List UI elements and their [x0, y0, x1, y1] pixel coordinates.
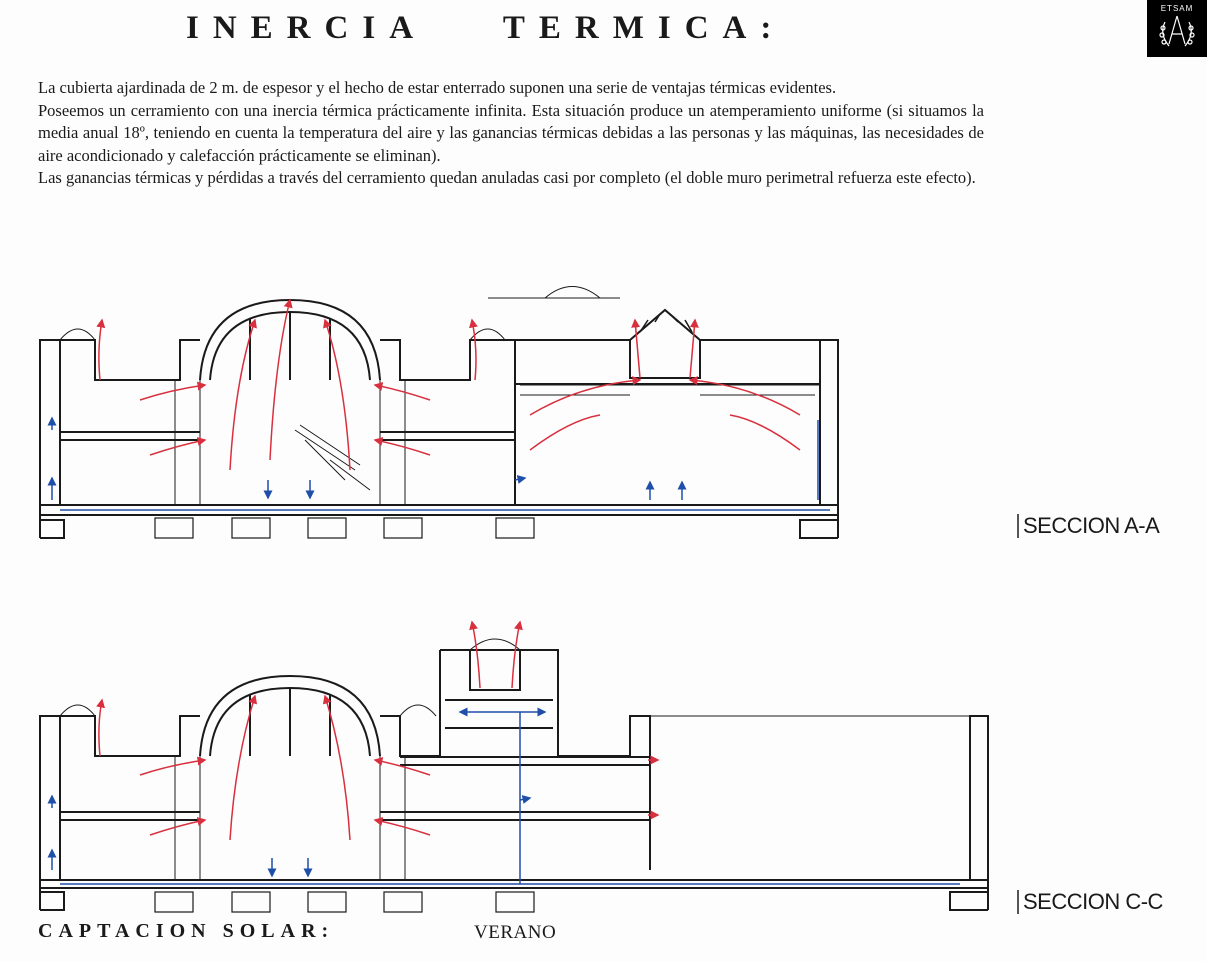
section-aa-footings	[155, 518, 534, 538]
section-aa-structure	[40, 287, 838, 539]
section-cc-warm-air	[99, 622, 658, 840]
intro-paragraph-1: La cubierta ajardinada de 2 m. de espesor y el hecho de estar enterrado suponen una serie de ventajas térmicas evidentes.	[38, 78, 837, 97]
season-label: VERANO	[474, 922, 557, 943]
section-cc-cool-air	[52, 712, 960, 884]
intro-paragraph-2: Poseemos un cerramiento con una inercia térmica prácticamente infinita. Esta situación produce un atemperamiento uniforme (si situamos la media anual 18º, teniendo en cuenta la temperatura del aire y las ganancias térmicas debidas a las personas y las máquinas, las necesidades de aire acondicionado y calefacción prácticamente se eliminan).	[38, 100, 984, 165]
section-cc-drawing	[40, 622, 988, 912]
section-aa-label: SECCION A-A	[1017, 514, 1159, 538]
page-title: INERCIA TERMICA:	[186, 10, 786, 46]
section-cc-footings	[155, 892, 534, 912]
section-aa-drawing	[40, 287, 838, 539]
logo-text: ETSAM	[1160, 4, 1194, 13]
solar-capture-label: CAPTACION SOLAR:	[38, 920, 335, 942]
section-cc-structure	[40, 639, 988, 910]
section-cc-label: SECCION C-C	[1017, 890, 1163, 914]
intro-paragraph-3: Las ganancias térmicas y pérdidas a través del cerramiento quedan anuladas casi por completo (el doble muro perimetral refuerza este efecto).	[38, 168, 976, 187]
